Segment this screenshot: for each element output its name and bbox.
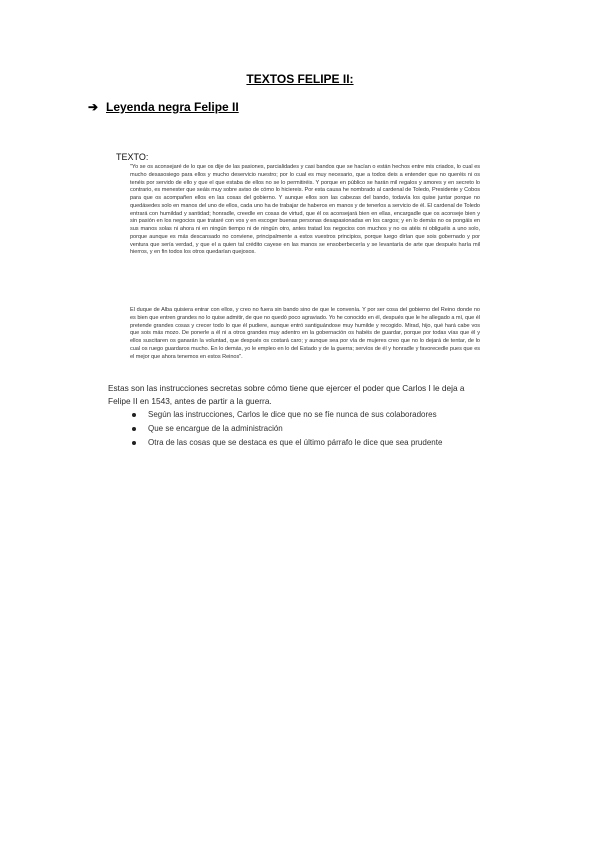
bullet-list — [130, 408, 490, 450]
bullet-icon — [132, 413, 136, 417]
list-item-text: Otra de las cosas que se destaca es que el último párrafo le dice que sea prudente — [148, 438, 443, 447]
scanned-text-heading: TEXTO: — [116, 152, 149, 162]
list-item — [130, 408, 490, 422]
section-heading — [88, 100, 239, 114]
arrow-icon: ➔ — [88, 100, 99, 114]
bullet-icon — [132, 427, 136, 431]
list-item-text: Según las instrucciones, Carlos le dice que no se fíe nunca de sus colaboradores — [148, 410, 437, 419]
scanned-paragraph-1: "Yo se os aconsejaré de lo que os dije de las pasiones, parcialidades y casi bandos que se hacían o están hechos entre mis criados, lo cual es mucho desasosiego para ellos y mucho deservicio nuestro; por lo cual es muy necesario, que a todos deis a entender que no queréis ni os tenéis por servido de ello y que el que estaba de ellos no se lo permitiréis. Y porque en público se harán mil regalos y amores y en secreto lo contrario, es menester que seáis muy sobre aviso de cómo lo hiciereis. Por esta causa he nombrado al cardenal de Toledo, Presidente y Cobos para que os acompañen ellos en las cosas del gobierno. Y aunque ellos son las cabezas del bando, todavía los quise juntar porque no quedásedes solo en manos del uno de ellos, cada uno ha de trabajar de haberos en manos y de tenerlos a servicio de él. El cardenal de Toledo entrará con humildad y santidad; honradle, creedle en cosas de virtud, que él os aconsejará bien en ellas, encargadle que os aconseje bien y sin pasión en los negocios que trataré con vos y en escoger buenas personas desapasionadas en los cargos; y en lo demás no os pongáis en sus manos solas ni ahora ni en ningún tiempo ni de ningún otro, antes tratad los negocios con muchos y no os atéis ni obliguéis a uno solo, porque aunque es más descansado no conviene, principalmente a estos vuestros principios, porque luego dirían que sois gobernado y por ventura que sería verdad, y que el a quien tal crédito cayese en las manos se ensoberbecería y se levantaría de arte que después haría mil hierros, y en fin todos los otros quedarían quejosos. — [130, 164, 480, 256]
intro-paragraph: Estas son las instrucciones secretas sobre cómo tiene que ejercer el poder que Carlos I le deja a Felipe II en 1543, antes de partir a la guerra. — [108, 383, 465, 406]
document-title: TEXTOS FELIPE II: — [246, 72, 354, 86]
scanned-paragraph-2: El duque de Alba quisiera entrar con ellos, y creo no fuera sin bando sino de que le convenía. Y por ser cosa del gobierno del Reino donde no es bien que entren grandes no lo quise admitir, de que no quedó poco agraviado. Yo he conocido en él, después que le he allegado a mí, que él pretende grandes cosas y crecer todo lo que él pudiere, aunque entró santiguándose muy humilde y recogido. Mirad, hijo, qué hará cabe vos que sois más mozo. De ponerle a él ni a otros grandes muy adentro en la gobernación os habéis de guardar, porque por todas vías que él y ellos suscitaren os ganarán la voluntad, que después os costará caro; y aunque sea por vía de mujeres creo que no lo dejará de tentar, de lo cual os ruego guardaros mucho. En lo demás, yo le empleo en lo del Estado y de la guerra; servíos de él y honradle y favorecedle pues que es el mejor que ahora tenemos en estos Reinos". — [130, 307, 480, 360]
list-item-text: Que se encargue de la administración — [148, 424, 283, 433]
section-heading-label: Leyenda negra Felipe II — [106, 100, 239, 114]
list-item — [130, 422, 490, 436]
bullet-icon — [132, 441, 136, 445]
list-item — [130, 436, 490, 450]
